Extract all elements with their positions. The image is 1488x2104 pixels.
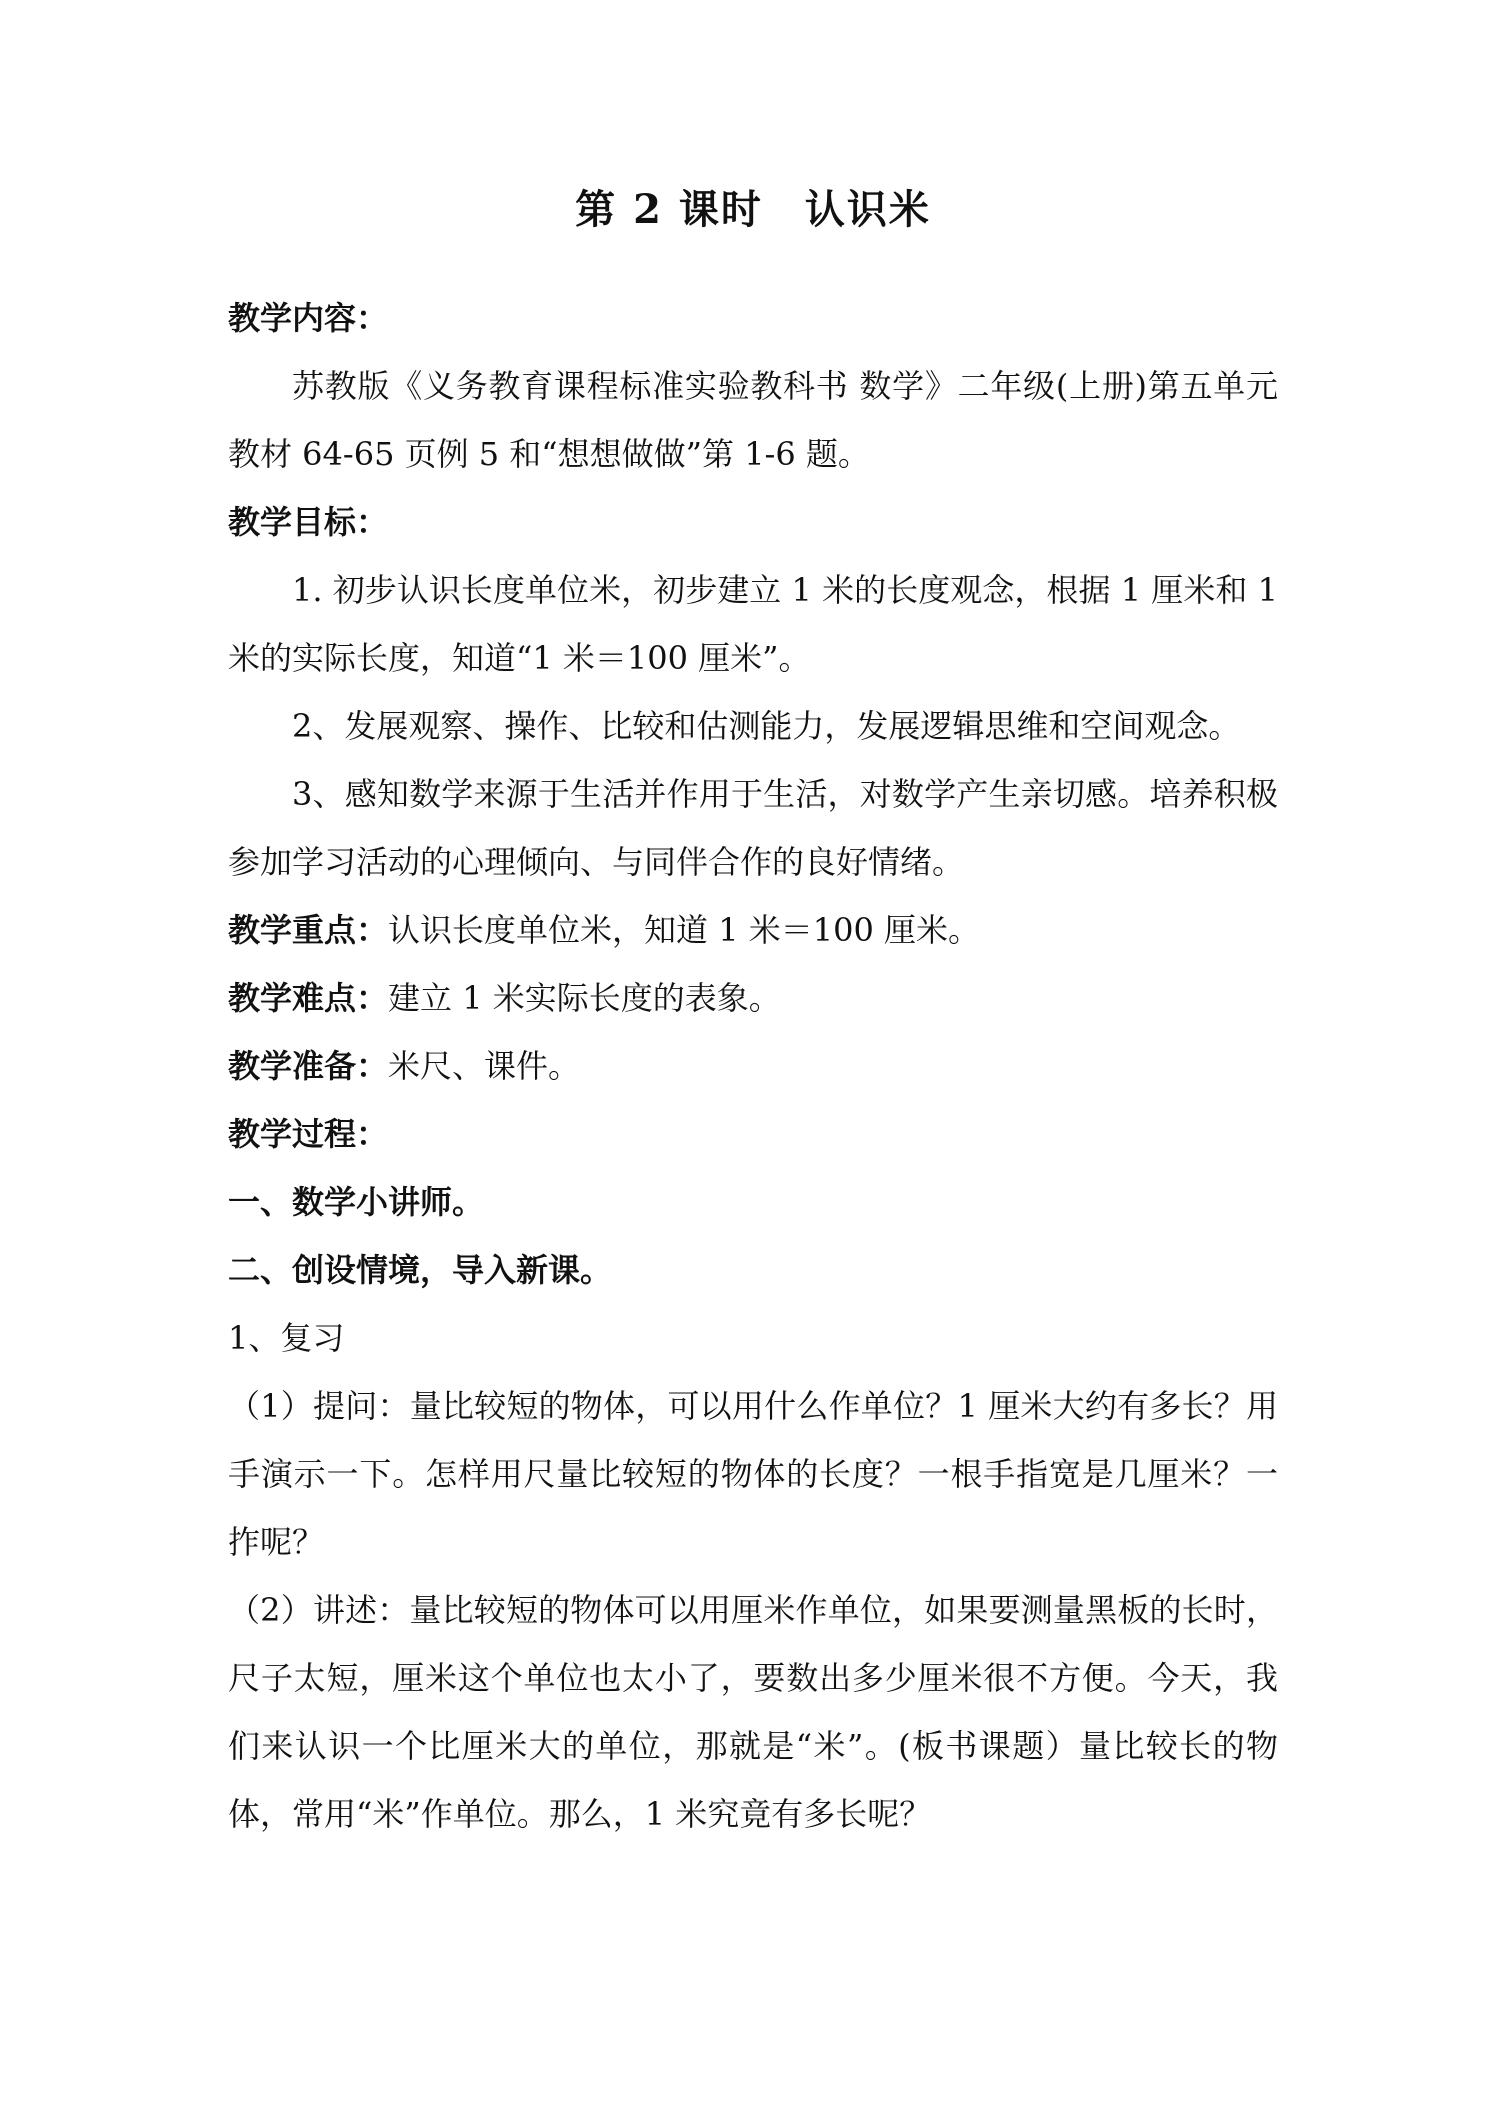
content-heading: 教学内容： — [228, 299, 389, 337]
objectives-heading: 教学目标： — [228, 503, 389, 541]
preparation-label: 教学准备： — [228, 1047, 389, 1085]
difficulty-label: 教学难点： — [228, 979, 389, 1017]
process-heading: 教学过程： — [228, 1115, 389, 1153]
preparation-row — [228, 1032, 1278, 1100]
process-question-2: （2）讲述：量比较短的物体可以用厘米作单位，如果要测量黑板的长时，尺子太短，厘米这个单位也太小了，要数出多少厘米很不方便。今天，我们来认识一个比厘米大的单位，那就是“米”。(板书课题）量比较长的物体，常用“米”作单位。那么，1 米究竟有多长呢？ — [228, 1591, 1278, 1833]
preparation-text: 米尺、课件。 — [388, 1047, 581, 1085]
key-point-label: 教学重点： — [228, 911, 389, 949]
process-sub-1: 1、复习 — [228, 1319, 345, 1357]
objective-item-1: 1. 初步认识长度单位米，初步建立 1 米的长度观念，根据 1 厘米和 1 米的实际长度，知道“1 米＝100 厘米”。 — [228, 571, 1278, 677]
objective-item-2: 2、发展观察、操作、比较和估测能力，发展逻辑思维和空间观念。 — [292, 707, 1241, 745]
process-section-2: 二、创设情境，导入新课。 — [228, 1251, 613, 1289]
process-question-1: （1）提问：量比较短的物体，可以用什么作单位？1 厘米大约有多长？用手演示一下。怎样用尺量比较短的物体的长度？一根手指宽是几厘米？一拃呢？ — [228, 1387, 1278, 1561]
objective-item-3: 3、感知数学来源于生活并作用于生活，对数学产生亲切感。培养积极参加学习活动的心理倾向、与同伴合作的良好情绪。 — [228, 775, 1278, 881]
key-point-text: 认识长度单位米，知道 1 米＝100 厘米。 — [388, 911, 980, 949]
content-text: 苏教版《义务教育课程标准实验教科书 数学》二年级(上册)第五单元教材 64-65 页例 5 和“想想做做”第 1-6 题。 — [228, 367, 1278, 473]
lesson-title: 第 2 课时 认识米 — [575, 186, 931, 233]
key-point-row — [228, 896, 1278, 964]
lesson-plan-page — [228, 170, 1278, 1848]
process-section-1: 一、数学小讲师。 — [228, 1183, 485, 1221]
difficulty-text: 建立 1 米实际长度的表象。 — [388, 979, 781, 1017]
difficulty-row — [228, 964, 1278, 1032]
